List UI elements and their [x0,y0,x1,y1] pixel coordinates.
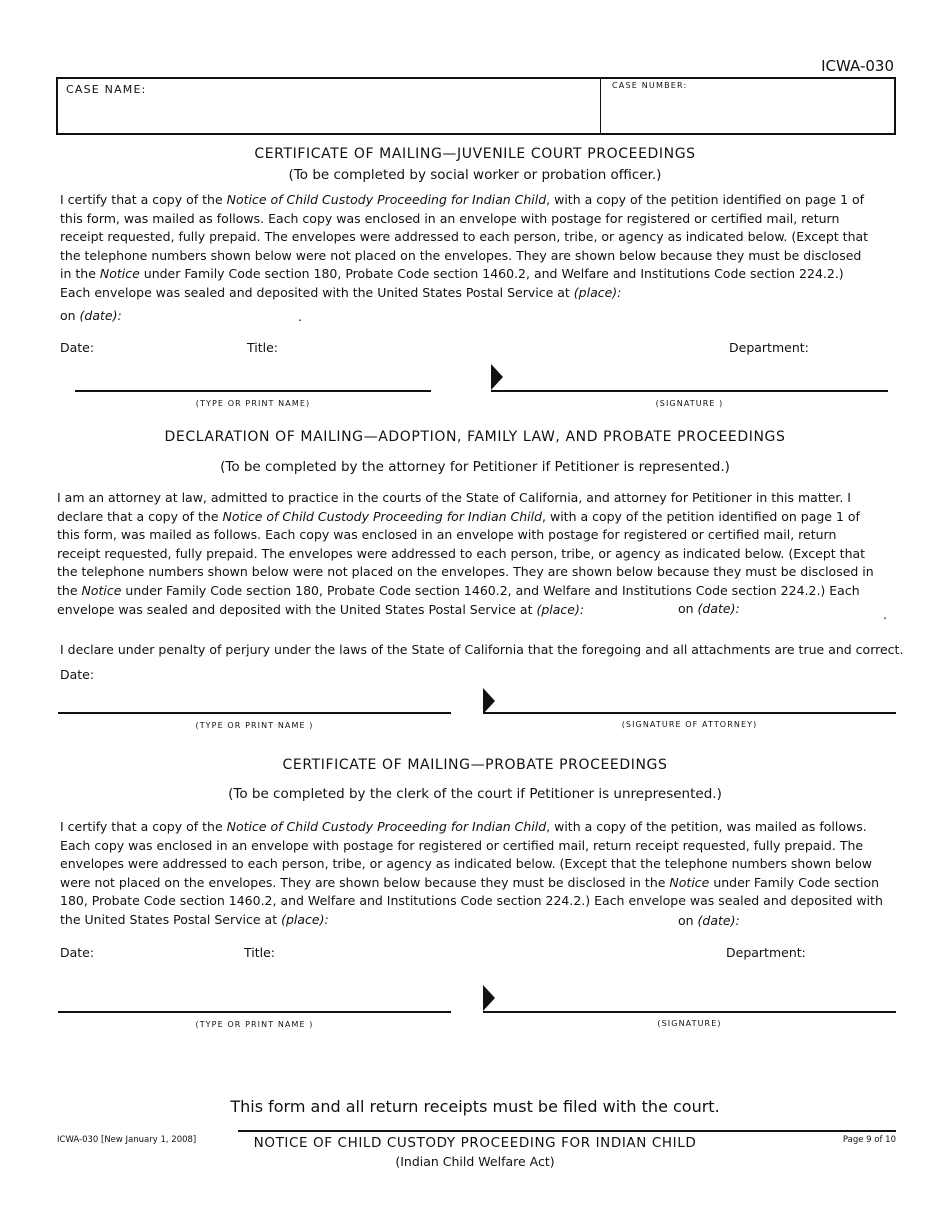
footer-rule [238,1130,896,1132]
sec3-title-label: Title: [244,945,275,960]
sec3-paragraph: I certify that a copy of the Notice of Child Custody Proceeding for Indian Child, with a copy of the petition, was mailed as follows. Each copy was enclosed in an envelope with postage for registered or certified mail, return receipt requested, fully prepaid. The envelopes were addressed to each person, tribe, or agency as indicated below. (Except that the telephone numbers shown below were not placed on the envelopes. They are shown below because they must be disclosed in the Notice under Family Code section 180, Probate Code section 1460.2, and Welfare and Institutions Code section 224.2.) Each envelope was sealed and deposited with the United States Postal Service at (place): [60,819,883,927]
sec2-paragraph: I am an attorney at law, admitted to practice in the courts of the State of California, and attorney for Petitioner in this matter. I declare that a copy of the Notice of Child Custody Proceeding for Indian Child, with a copy of the petition identified on page 1 of this form, was mailed as follows. Each copy was enclosed in an envelope with postage for registered or certified mail, return receipt requested, fully prepaid. The envelopes were addressed to each person, tribe, or agency as indicated below. (Except that the telephone numbers shown below were not placed on the envelopes. They are shown below because they must be disclosed in the Notice under Family Code section 180, Probate Code section 1460.2, and Welfare and Institutions Code section 224.2.) Each envelope was sealed and deposited with the United States Postal Service at (place): [57,490,874,617]
sec1-title: CERTIFICATE OF MAILING—JUVENILE COURT PROCEEDINGS [254,146,696,162]
sec1-signature-line[interactable] [491,390,888,392]
sec2-on-date: on (date): [678,601,740,616]
sec2-signature-caption: (SIGNATURE OF ATTORNEY) [621,720,758,729]
sec3-name-line[interactable] [58,1011,451,1013]
case-box [56,77,896,135]
case-name-label: CASE NAME: [66,83,147,96]
sec3-signature-caption: (SIGNATURE) [657,1019,722,1028]
sec2-signature-line[interactable] [483,712,896,714]
page-number: Page 9 of 10 [842,1135,896,1145]
sec3-name-caption: (TYPE OR PRINT NAME ) [195,1020,314,1029]
form-id: ICWA-030 [821,57,894,75]
sec3-department-label: Department: [726,945,806,960]
sec3-sign-arrow-icon [483,985,495,1011]
sec1-signature-caption: (SIGNATURE ) [655,399,724,408]
sec1-paragraph: I certify that a copy of the Notice of Child Custody Proceeding for Indian Child, with a copy of the petition identified on page 1 of this form, was mailed as follows. Each copy was enclosed in an envelope with postage for registered or certified mail, return receipt requested, fully prepaid. The envelopes were addressed to each person, tribe, or agency as indicated below. (Except that the telephone numbers shown below were not placed on the envelopes. They are shown below because they must be disclosed in the Notice under Family Code section 180, Probate Code section 1460.2, and Welfare and Institutions Code section 224.2.) Each envelope was sealed and deposited with the United States Postal Service at (place): [60,192,869,300]
sec1-subtitle: (To be completed by social worker or probation officer.) [288,167,662,183]
sec2-sign-arrow-icon [483,688,495,714]
form-subtitle: (Indian Child Welfare Act) [395,1154,555,1169]
sec3-signature-line[interactable] [483,1011,896,1013]
sec1-date-label: Date: [60,340,95,355]
sec2-title: DECLARATION OF MAILING—ADOPTION, FAMILY LAW, AND PROBATE PROCEEDINGS [164,429,786,445]
sec1-name-line[interactable] [75,390,431,392]
sec3-subtitle: (To be completed by the clerk of the court if Petitioner is unrepresented.) [228,786,722,802]
filing-note: This form and all return receipts must be filed with the court. [230,1097,720,1116]
sec1-department-label: Department: [729,340,809,355]
sec1-period: . [298,309,302,324]
sec2-subtitle: (To be completed by the attorney for Petitioner if Petitioner is represented.) [220,459,730,475]
sec1-on-date: on (date): [60,308,122,323]
sec2-date-label: Date: [60,667,95,682]
sec3-on-date: on (date): [678,913,740,928]
form-title: NOTICE OF CHILD CUSTODY PROCEEDING FOR INDIAN CHILD [253,1135,697,1151]
sec2-name-line[interactable] [58,712,451,714]
sec3-title: CERTIFICATE OF MAILING—PROBATE PROCEEDINGS [282,757,668,773]
sec1-sign-arrow-icon [491,364,503,390]
form-revision: ICWA-030 [New January 1, 2008] [57,1135,197,1145]
sec1-name-caption: (TYPE OR PRINT NAME) [195,399,311,408]
sec2-name-caption: (TYPE OR PRINT NAME ) [195,721,314,730]
case-box-divider [600,77,601,133]
sec2-declaration: I declare under penalty of perjury under the laws of the State of California that the foregoing and all attachments are true and correct. [60,642,904,657]
sec3-date-label: Date: [60,945,95,960]
case-number-label: CASE NUMBER: [612,81,688,90]
sec2-period: . [883,607,887,622]
sec1-title-label: Title: [247,340,278,355]
